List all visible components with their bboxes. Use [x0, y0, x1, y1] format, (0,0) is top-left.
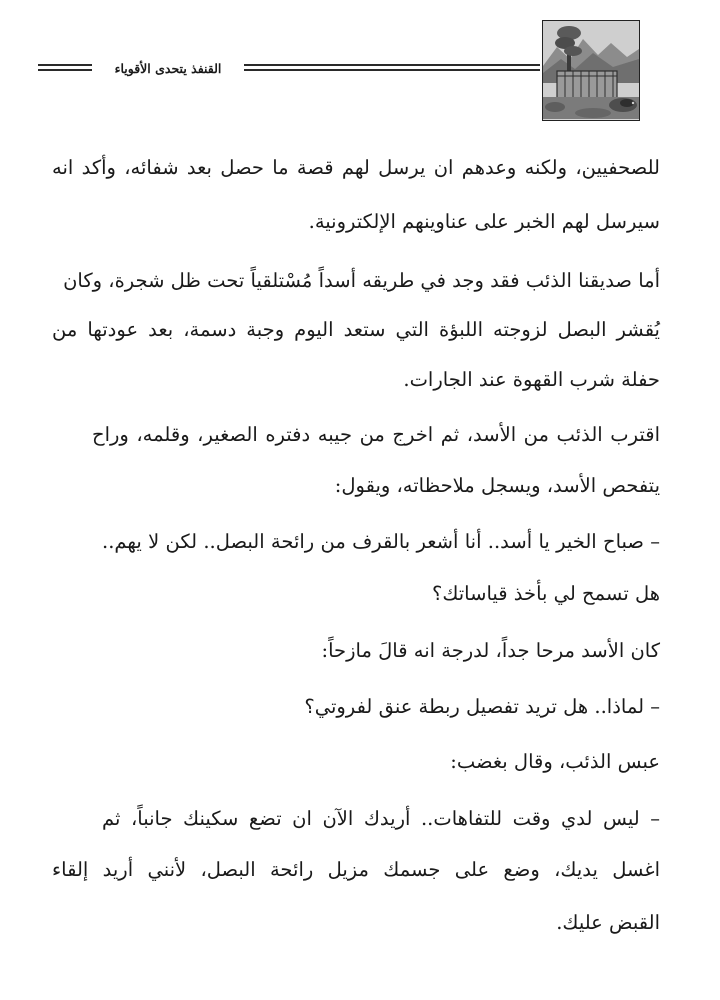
text-line: القبض عليك. — [556, 911, 660, 934]
text-line: اغسل يديك، وضع على جسمك مزيل رائحة البصل، لأنني أريد إلقاء — [52, 858, 660, 881]
text-line: سيرسل لهم الخبر على عناوينهم الإلكترونية. — [308, 210, 660, 233]
text-line: حفلة شرب القهوة عند الجارات. — [403, 368, 660, 391]
header-rule-left — [38, 63, 92, 73]
text-line: – لماذا.. هل تريد تفصيل ربطة عنق لفروتي؟ — [304, 695, 660, 718]
text-line: – صباح الخير يا أسد.. أنا أشعر بالقرف من رائحة البصل.. لكن لا يهم.. — [102, 530, 660, 553]
text-line: اقترب الذئب من الأسد، ثم اخرج من جيبه دفتره الصغير، وقلمه، وراح — [92, 423, 660, 446]
text-line: أما صديقنا الذئب فقد وجد في طريقه أسداً مُسْتلقياً تحت ظل شجرة، وكان — [63, 269, 660, 292]
page-header — [0, 0, 720, 140]
forest-scene-illustration — [542, 20, 640, 121]
text-line: هل تسمح لي بأخذ قياساتك؟ — [431, 582, 660, 605]
text-line: – ليس لدي وقت للتفاهات.. أريدك الآن ان تضع سكينك جانباً، ثم — [102, 807, 660, 830]
text-line: كان الأسد مرحا جداً، لدرجة انه قالَ مازحاً: — [321, 639, 660, 662]
text-line: للصحفيين، ولكنه وعدهم ان يرسل لهم قصة ما حصل بعد شفائه، وأكد انه — [52, 156, 660, 179]
text-line: يتفحص الأسد، ويسجل ملاحظاته، ويقول: — [334, 474, 660, 497]
text-line: عبس الذئب، وقال بغضب: — [450, 750, 660, 773]
text-line: يُقشر البصل لزوجته اللبؤة التي ستعد اليوم وجبة دسمة، بعد عودتها من — [52, 318, 660, 341]
running-title: القنفذ يتحدى الأقوياء — [114, 61, 222, 76]
header-rule-right — [244, 63, 540, 73]
